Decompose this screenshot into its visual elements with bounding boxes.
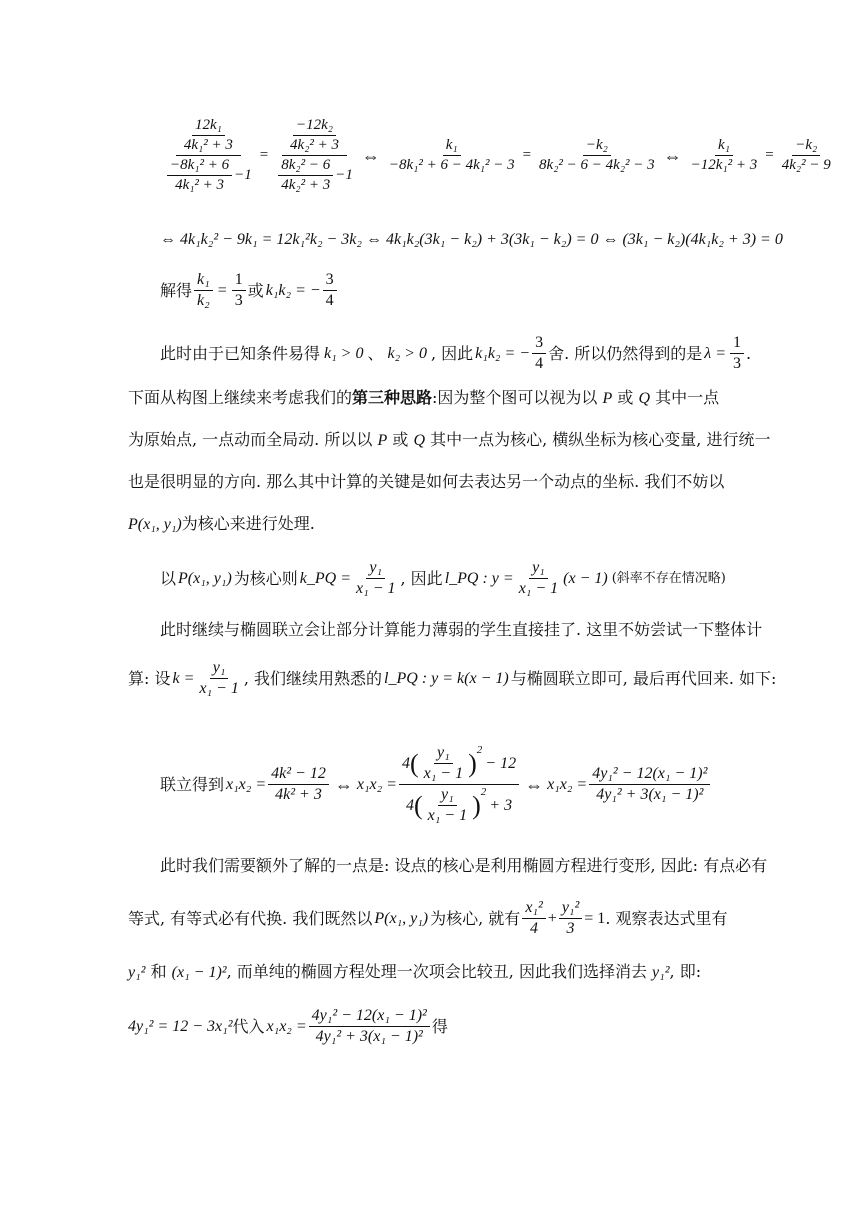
equation-line-1: [160, 118, 836, 193]
formula-text: x₁ − 1: [427, 807, 468, 824]
text: 联立得到: [160, 774, 225, 794]
text: 、: [367, 343, 384, 363]
text: . 观察表达式里有: [605, 908, 728, 928]
formula-text: 3: [234, 292, 243, 309]
formula-text: x₁ − 1: [518, 580, 559, 597]
text: 为核心来进行处理.: [181, 514, 315, 533]
formula-text: 4k₂² − 9: [781, 157, 831, 173]
formula-text: (x − 1): [563, 569, 608, 587]
nested-fraction: 4 ( $\frac{\text{y₁}}{\text{x₁ − 1}}$ ) $^2$ − 12 4 ( $\frac{\text{y₁}}{\text{x₁ − 1}}$ ) $^2$ + 3: [399, 745, 519, 824]
formula-text: 4: [530, 920, 539, 937]
formula-text: y₁: [529, 560, 548, 579]
formula-text: k₂: [197, 292, 210, 309]
text: 下面从构图上继续来考虑我们的: [128, 388, 353, 407]
formula-text: P: [377, 432, 388, 449]
formula-text: k₁k₂ = −: [265, 281, 321, 299]
paragraph-5-line-3: [128, 964, 701, 981]
formula-text: 4y₁² = 12 − 3x₁²: [128, 1017, 233, 1035]
complex-fraction-1: [162, 118, 255, 193]
formula-text: ⇔: [361, 145, 380, 166]
formula-text: k₁: [715, 138, 733, 156]
formula-text: + 3: [489, 796, 513, 814]
formula-text: 4y₁² − 12(x₁ − 1)²: [309, 1008, 430, 1027]
bold-text: 第三种思路: [352, 388, 433, 407]
text: 为核心, 就有: [430, 908, 521, 928]
text: 其中一点为核心, 横纵坐标为核心变量, 进行统一: [430, 430, 771, 449]
paragraph-3: [160, 560, 726, 597]
text: 为原始点, 一点动而全局动. 所以以: [128, 430, 373, 449]
formula-text: 1: [232, 272, 246, 291]
text: 或: [392, 430, 409, 449]
formula-text: −k₂: [792, 138, 820, 156]
text: 得: [431, 1016, 448, 1036]
text: 代入: [232, 1016, 265, 1036]
formula-text: 4y₁² + 3(x₁ − 1)²: [315, 1028, 423, 1045]
formula-text: P(x₁, y₁): [128, 516, 182, 533]
formula-text: 4: [401, 754, 410, 772]
formula-text: 4y₁² − 12(x₁ − 1)²: [589, 766, 710, 785]
formula-text: k_PQ =: [299, 569, 352, 587]
formula-text: 4: [405, 796, 414, 814]
formula-text: −8k₁² + 6 − 4k₁² − 3: [388, 157, 515, 173]
formula-text: 12k₁: [192, 118, 225, 136]
formula-text: 4k₁² + 3: [183, 137, 233, 153]
text: 舍. 所以仍然得到的是: [548, 343, 703, 363]
text: , 而单纯的椭圆方程处理一次项会比较丑, 因此我们选择消去: [226, 962, 647, 981]
formula-text: k₂ > 0: [387, 344, 427, 362]
formula-text: 4k₂² + 3: [290, 137, 340, 153]
formula-text: 8k₂² − 6: [278, 158, 333, 176]
formula-text: y₁: [366, 560, 385, 579]
formula-text: k₁: [194, 272, 213, 291]
paragraph-4-line-1: 此时继续与椭圆联立会让部分计算能力薄弱的学生直接挂了. 这里不妨尝试一下整体计: [160, 620, 763, 639]
paragraph-2-line-2: [128, 432, 770, 449]
formula-text: l_PQ : y =: [444, 569, 514, 587]
formula-text: λ =: [704, 344, 726, 362]
paragraph-2-line-1: [128, 390, 719, 407]
formula-text: −1: [234, 167, 252, 183]
formula-text: −k₂: [583, 138, 611, 156]
paragraph-2-line-4: [128, 516, 315, 533]
formula-text: y₁: [210, 660, 229, 679]
formula-text: = 1: [584, 909, 606, 927]
complex-fraction-2: [273, 118, 356, 193]
formula-text: −12k₂: [293, 118, 336, 136]
text: 或: [247, 280, 264, 300]
text: 与椭圆联立即可, 最后再代回来. 如下:: [510, 668, 777, 688]
formula-text: −12k₁² + 3: [690, 157, 758, 173]
formula-text: y₁²: [652, 964, 670, 981]
formula-text: y₁: [434, 745, 453, 764]
formula-text: k₁: [443, 138, 461, 156]
formula-text: x₁x₂ =: [266, 1017, 307, 1035]
formula-text: 1: [730, 335, 744, 354]
formula-text: x₁ − 1: [356, 580, 396, 597]
formula-text: −8k₁² + 6: [167, 158, 232, 176]
formula-text: 3: [532, 335, 546, 354]
formula-text: 4: [325, 292, 334, 309]
paragraph-5-line-1: 此时我们需要额外了解的一点是: 设点的核心是利用椭圆方程进行变形, 因此: 有点必有: [160, 856, 768, 875]
text: 等式, 有等式必有代换. 我们既然以: [128, 908, 373, 928]
solve-line: [160, 272, 339, 309]
paragraph-5-line-2: [128, 900, 728, 937]
paragraph-1: [160, 335, 751, 372]
formula-text: ⇔: [663, 145, 682, 166]
text: 或: [617, 388, 634, 407]
text: , 因此: [400, 568, 443, 588]
formula-text: P(x₁, y₁): [374, 909, 429, 927]
text: :因为整个图可以视为以: [432, 388, 598, 407]
formula-text: Q: [638, 390, 651, 407]
text: 算: 设: [128, 668, 171, 688]
formula-text: =: [259, 147, 269, 163]
equation-block-2: [160, 732, 712, 837]
text: , 我们继续用熟悉的: [243, 668, 383, 688]
formula-text: 4k₂² + 3: [281, 177, 331, 193]
text: 其中一点: [655, 388, 720, 407]
formula-text: 4y₁² + 3(x₁ − 1)²: [596, 786, 704, 803]
formula-text: ⇔: [334, 774, 353, 795]
formula-text: 4k² + 3: [275, 786, 322, 803]
formula-text: (x₁ − 1)²: [171, 964, 227, 981]
text: 解得: [160, 280, 193, 300]
formula-text: 3: [733, 355, 741, 372]
text: , 因此: [430, 343, 474, 363]
formula-text: x₁ − 1: [423, 765, 464, 782]
formula-text: x₁x₂ =: [547, 775, 588, 793]
formula-text: x₁ − 1: [199, 680, 239, 697]
paragraph-2-line-3: 也是很明显的方向. 那么其中计算的关键是如何去表达另一个动点的坐标. 我们不妨以: [128, 472, 725, 491]
formula-text: y₁²: [128, 964, 146, 981]
text: (斜率不存在情况略): [611, 571, 726, 586]
formula-text: Q: [413, 432, 425, 449]
text: 和: [150, 962, 167, 981]
formula-text: x₁x₂ =: [356, 775, 397, 793]
formula-text: 4: [535, 355, 544, 372]
formula-text: y₁²: [559, 900, 582, 919]
formula-text: +: [547, 909, 557, 927]
formula-text: =: [217, 281, 227, 299]
text: 以: [160, 568, 177, 588]
formula-text: −1: [335, 167, 353, 183]
formula-text: k₁k₂ = −: [475, 344, 531, 362]
formula-text: P(x₁, y₁): [178, 569, 232, 587]
paragraph-5-line-4: [128, 1008, 448, 1045]
formula-text: y₁: [438, 787, 457, 806]
formula-text: 3: [323, 272, 337, 291]
formula-text: k₁ > 0: [324, 344, 364, 362]
paragraph-4-line-2: [128, 660, 776, 697]
text: , 即:: [669, 962, 702, 981]
text: 此时由于已知条件易得: [160, 343, 321, 363]
text: 为核心则: [233, 568, 298, 588]
equation-line-2: ⇔ 4k₁k₂² − 9k₁ = 12k₁²k₂ − 3k₂ ⇔ 4k₁k₂(3k₁ − k₂) + 3(3k₁ − k₂) = 0 ⇔ (3k₁ − k₂)(4k₁k₂ + 3) = 0: [160, 231, 783, 248]
formula-text: l_PQ : y = k(x − 1): [384, 669, 509, 687]
formula-text: 4k² − 12: [268, 766, 329, 785]
formula-text: =: [765, 147, 774, 163]
formula-text: P: [602, 390, 613, 407]
text: .: [746, 343, 752, 363]
formula-text: x₁²: [522, 900, 545, 919]
formula-text: 8k₂² − 6 − 4k₂² − 3: [539, 157, 655, 173]
formula-text: =: [522, 147, 532, 163]
formula-text: − 12: [485, 754, 517, 772]
formula-text: x₁x₂ =: [226, 775, 267, 793]
formula-text: 3: [566, 920, 575, 937]
formula-text: ⇔: [525, 774, 544, 795]
formula-text: k =: [172, 669, 195, 687]
formula-text: 4k₁² + 3: [175, 177, 225, 193]
